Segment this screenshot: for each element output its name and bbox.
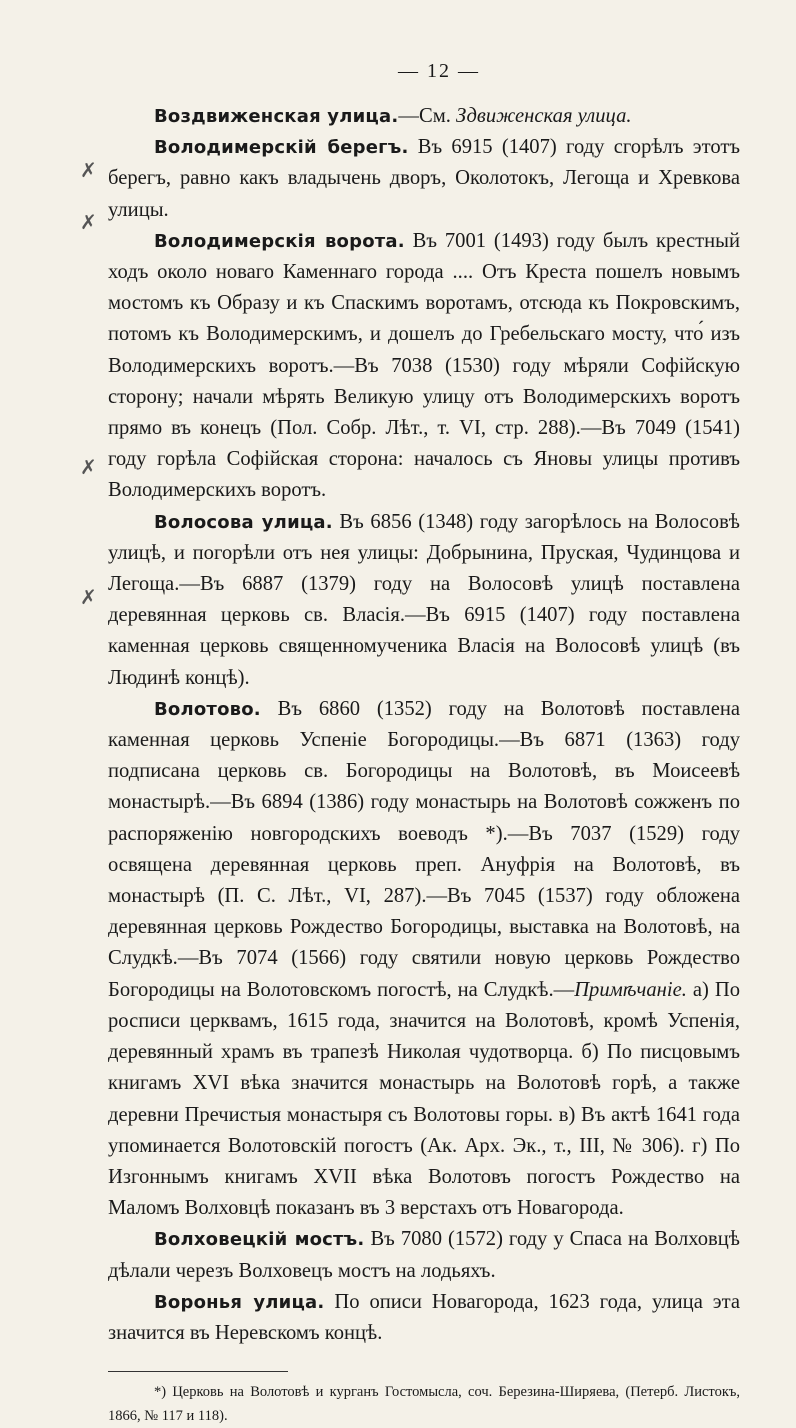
page <box>108 60 740 1428</box>
headword: Волосова улица. <box>154 511 333 533</box>
margin-mark: ✗ <box>80 210 97 234</box>
footnote: *) Церковь на Волотовѣ и курганъ Гостомысла, соч. Березина-Ширяева, (Петерб. Листокъ, 1866, № 117 и 118). <box>108 1384 740 1425</box>
entry-text: Въ 6860 (1352) году на Волотовѣ поставлена каменная церковь Успеніе Богородицы.—Въ 6871 (1363) году подписана церковь св. Богородицы на Волотовѣ, въ Моисеевѣ монастырѣ.—Въ 6894 (1386) году монастырь на Волотовѣ сожженъ по распоряженію новгородскихъ воеводъ *).—Въ 7037 (1529) году освящена деревянная церковь преп. Ануфрія на Волотовѣ, въ монастырѣ (П. С. Лѣт., VI, 287).—Въ 7045 (1537) году обложена деревянная церковь Рождество Богородицы, выставка на Волотовѣ, на Слудкѣ.—Въ 7074 (1566) году святили новую церковь Рождество Богородицы на Волотовскомъ погостѣ, на Слудкѣ.— <box>108 697 740 1001</box>
entry-text: —См. <box>398 105 457 127</box>
entry-text: Въ 7001 (1493) году былъ крестный ходъ около новаго Каменнаго города .... Отъ Креста пошелъ новымъ мостомъ къ Образу и къ Спаскимъ воротамъ, отсюда къ Покровскимъ, потомъ къ Володимерскимъ, и дошелъ до Гребельскаго мосту, что́ изъ Володимерскихъ воротъ.—Въ 7038 (1530) году мѣряли Софійскую сторону; начали мѣрять Великую улицу отъ Володимерскихъ воротъ прямо въ конецъ (Пол. Собр. Лѣт., т. VI, стр. 288).—Въ 7049 (1541) году горѣла Софійская сторона: началось съ Яновы улицы противъ Володимерскихъ воротъ. <box>108 229 740 502</box>
headword: Володимерскія ворота. <box>154 230 405 252</box>
headword: Волотово. <box>154 698 261 720</box>
margin-mark: ✗ <box>80 158 97 182</box>
entry-volodimerskiya-vorota <box>108 226 740 507</box>
margin-mark: ✗ <box>80 585 97 609</box>
page-number: — 12 — <box>398 60 480 82</box>
entry-text: Въ 6856 (1348) году загорѣлось на Волосовѣ улицѣ, и погорѣли отъ нея улицы: Добрынина, Пруская, Чудинцова и Легоща.—Въ 6887 (1379) году на Волосовѣ улицѣ поставлена деревянная церковь св. Власія.—Въ 6915 (1407) году поставлена каменная церковь священномученика Власія на Волосовѣ улицѣ (въ Людинѣ концѣ). <box>108 510 740 689</box>
entry-volodimersky-bereg <box>108 132 740 226</box>
entry-text-continued: а) По росписи церквамъ, 1615 года, значится на Волотовѣ, кромѣ Успенія, деревянный храмъ въ трапезѣ Николая чудотворца. б) По писцовымъ книгамъ XVI вѣка значится монастырь на Волотовѣ горѣ, а также деревни Пречистыя монастыря съ Волотовы горы. в) Въ актѣ 1641 года упоминается Волотовскій погостъ (Ак. Арх. Эк., т., III, № 306). г) По Изгоннымъ книгамъ XVII вѣка Волотовъ погостъ Рождество на Маломъ Волховцѣ показанъ въ 3 верстахъ отъ Новагорода. <box>108 978 740 1220</box>
entry-text: Въ 7080 (1572) году у Спаса на Волховцѣ дѣлали черезъ Волховецъ мостъ на лодьяхъ. <box>108 1228 740 1282</box>
margin-mark: ✗ <box>80 455 97 479</box>
headword: Володимерскій берегъ. <box>154 137 409 159</box>
entry-volkhovetsky-most <box>108 1224 740 1286</box>
headword: Воздвиженская улица. <box>154 106 399 127</box>
headword: Волховецкій мостъ. <box>154 1229 365 1251</box>
entry-volosova-ulitsa <box>108 507 740 694</box>
entry-voronya-ulitsa <box>108 1287 740 1349</box>
entry-italic: Примѣчаніе. <box>574 978 687 1001</box>
entry-italic: Здвиженская улица. <box>456 105 632 127</box>
entry-text: По описи Новагорода, 1623 года, улица эта значится въ Неревскомъ концѣ. <box>108 1290 741 1344</box>
entry-vozdvizhenskaya <box>108 101 740 132</box>
footnote-divider <box>108 1371 288 1372</box>
headword: Воронья улица. <box>154 1291 325 1313</box>
entry-text: Въ 6915 (1407) году сгорѣлъ этотъ берегъ, равно какъ владычень дворъ, Околотокъ, Легоща и Хревкова улицы. <box>108 136 740 221</box>
entry-volotovo <box>108 694 740 1224</box>
